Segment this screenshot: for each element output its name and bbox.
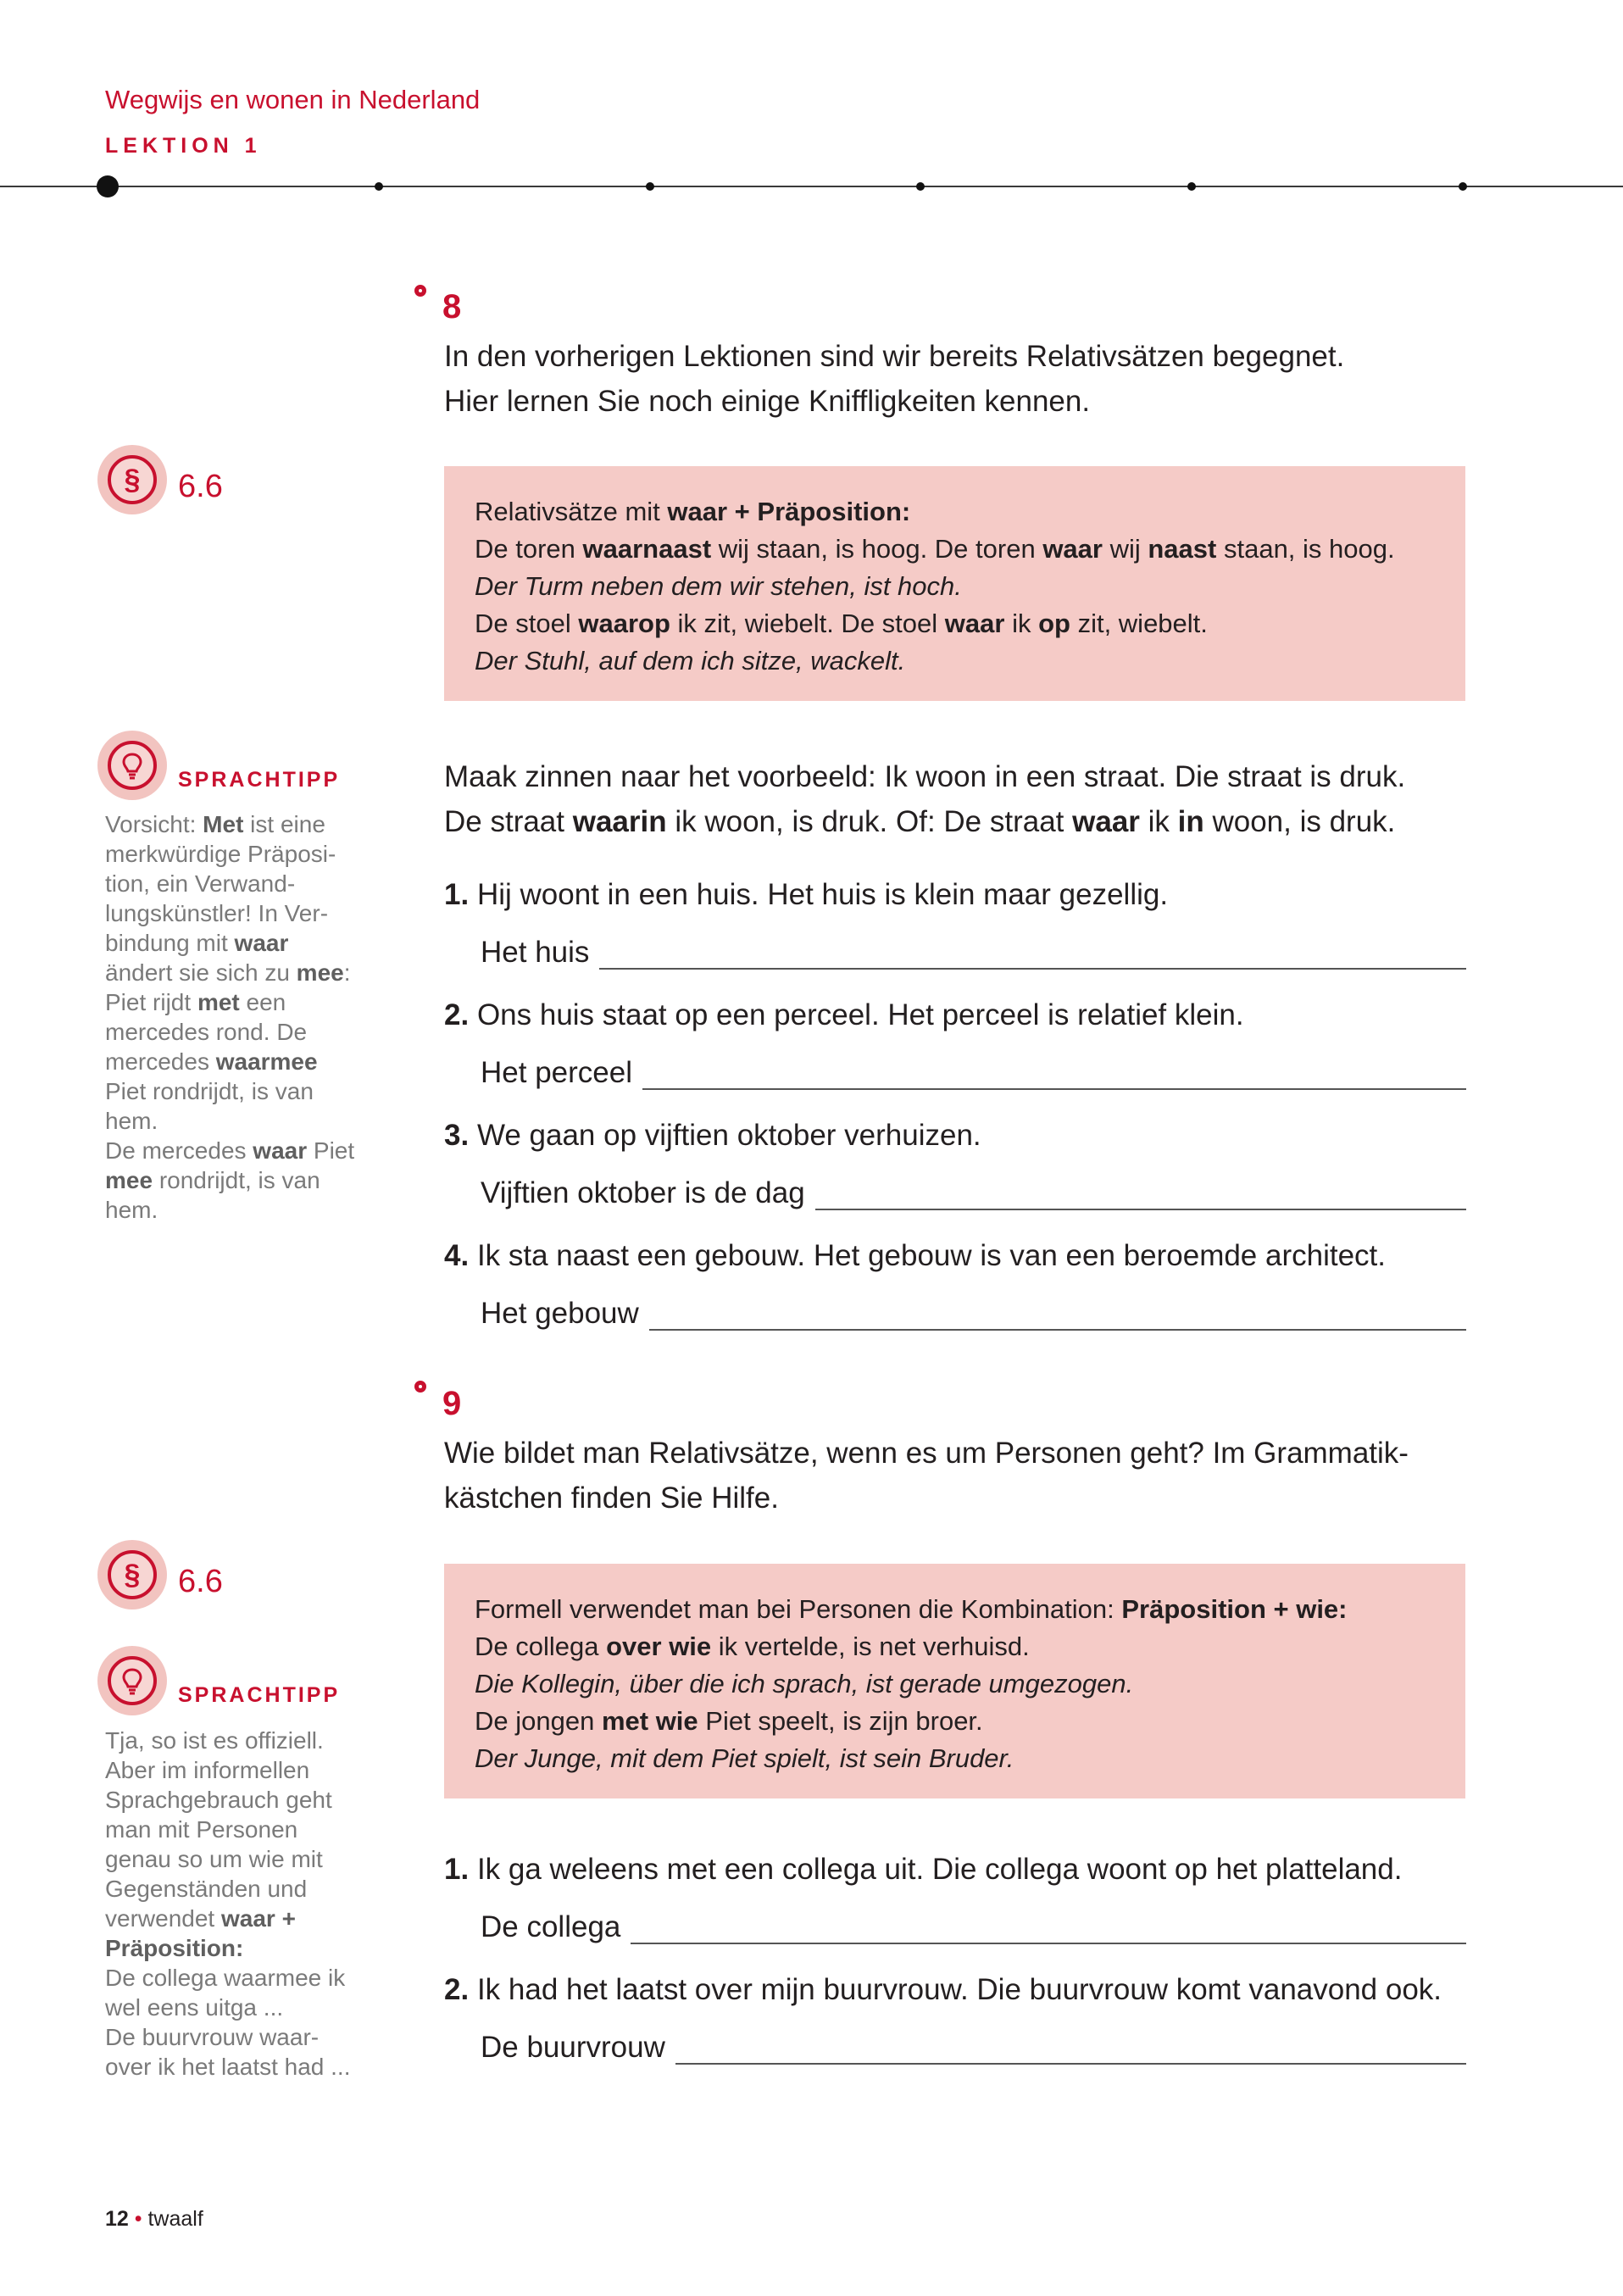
exercise-item: 4. Ik sta naast een gebouw. Het gebouw is van een beroemde architect. bbox=[444, 1239, 1387, 1272]
exercise-item: 2. Ons huis staat op een perceel. Het perceel is relatief klein. bbox=[444, 998, 1244, 1031]
answer-row: Het gebouw bbox=[481, 1297, 1466, 1331]
page-footer: 12 • twaalf bbox=[105, 2207, 203, 2231]
grammar-reference-badge bbox=[97, 1540, 167, 1609]
grammar-reference: 6.6 bbox=[178, 469, 223, 504]
lightbulb-icon bbox=[108, 1656, 157, 1705]
timeline-dot bbox=[646, 182, 654, 191]
timeline-dot bbox=[916, 182, 925, 191]
exercise-marker-icon bbox=[414, 1381, 426, 1393]
answer-line[interactable] bbox=[642, 1058, 1466, 1090]
sprachtipp-label: SPRACHTIPP bbox=[178, 768, 341, 792]
exercise-item: 2. Ik had het laatst over mijn buurvrouw. Die buurvrouw komt vanavond ook. bbox=[444, 1973, 1442, 2006]
answer-line[interactable] bbox=[631, 1912, 1466, 1944]
timeline-dot bbox=[1187, 182, 1196, 191]
exercise-instruction: Maak zinnen naar het voorbeeld: Ik woon in een straat. Die straat is druk. De straat waarin ik woon, is druk. Of: De straat waar ik in woon, is druk. bbox=[444, 760, 1406, 838]
timeline-dot bbox=[1459, 182, 1467, 191]
answer-row: Het perceel bbox=[481, 1056, 1466, 1090]
lesson-timeline bbox=[0, 186, 1623, 187]
exercise-intro: In den vorherigen Lektionen sind wir bereits Relativsätzen begegnet. Hier lernen Sie noch einige Kniffligkeiten kennen. bbox=[444, 340, 1345, 418]
answer-row: De collega bbox=[481, 1910, 1466, 1944]
answer-row: Het huis bbox=[481, 936, 1466, 970]
grammar-reference: 6.6 bbox=[178, 1564, 223, 1599]
timeline-current-dot bbox=[97, 175, 119, 197]
page-number: 12 bbox=[105, 2207, 129, 2231]
answer-line[interactable] bbox=[649, 1298, 1466, 1331]
exercise-intro: Wie bildet man Relativsätze, wenn es um Personen geht? Im Grammatik- kästchen finden Sie Hilfe. bbox=[444, 1437, 1409, 1515]
exercise-item: 1. Hij woont in een huis. Het huis is klein maar gezellig. bbox=[444, 878, 1169, 911]
grammar-reference-badge bbox=[97, 445, 167, 514]
answer-line[interactable] bbox=[599, 937, 1466, 970]
exercise-number: 8 bbox=[442, 288, 462, 325]
sprachtipp-badge bbox=[97, 731, 167, 800]
exercise-item: 3. We gaan op vijftien oktober verhuizen. bbox=[444, 1119, 981, 1152]
exercise-marker-icon bbox=[414, 285, 426, 297]
grammar-box: Relativsätze mit waar + Präposition: De toren waarnaast wij staan, is hoog. De toren waar wij naast staan, is hoog. Der Turm neben dem wir stehen, ist hoch. De stoel waarop ik zit, wiebelt. De stoel waar ik op zit, wiebelt. Der Stuhl, auf dem ich sitze, wackelt. bbox=[444, 466, 1465, 701]
answer-row: Vijftien oktober is de dag bbox=[481, 1176, 1466, 1210]
answer-line[interactable] bbox=[675, 2032, 1466, 2065]
sprachtipp-label: SPRACHTIPP bbox=[178, 1683, 341, 1707]
answer-row: De buurvrouw bbox=[481, 2031, 1466, 2065]
book-title: Wegwijs en wonen in Nederland bbox=[105, 85, 481, 114]
page-word: twaalf bbox=[147, 2207, 203, 2231]
grammar-box: Formell verwendet man bei Personen die Kombination: Präposition + wie: De collega over wie ik vertelde, is net verhuisd. Die Kollegin, über die ich sprach, ist gerade umgezogen. De jongen met wie Piet speelt, is zijn broer. Der Junge, mit dem Piet spielt, ist sein Bruder. bbox=[444, 1564, 1465, 1798]
paragraph-icon: § bbox=[108, 1550, 157, 1599]
lightbulb-icon bbox=[108, 741, 157, 790]
sprachtipp-text: Tja, so ist es offiziell. Aber im informellen Sprachgebrauch geht man mit Personen genau so um wie mit Gegenständen und verwendet waar + Präposition: De collega waarmee ik wel eens uitga ... De buurvrouw waar-over ik het laatst had ... bbox=[105, 1727, 351, 2080]
sprachtipp-badge bbox=[97, 1646, 167, 1715]
answer-line[interactable] bbox=[815, 1178, 1466, 1210]
exercise-number: 9 bbox=[442, 1385, 462, 1422]
exercise-item: 1. Ik ga weleens met een collega uit. Die collega woont op het platteland. bbox=[444, 1853, 1403, 1886]
lesson-label: LEKTION 1 bbox=[105, 134, 262, 158]
paragraph-icon: § bbox=[108, 455, 157, 504]
timeline-dot bbox=[375, 182, 383, 191]
sprachtipp-text: Vorsicht: Met ist eine merkwürdige Präposi-tion, ein Verwand-lungskünstler! In Ver-bindung mit waar ändert sie sich zu mee: Piet rijdt met een mercedes rond. De mercedes waarmee Piet rondrijdt, is van hem. De mercedes waar Piet mee rondrijdt, is van hem. bbox=[105, 811, 355, 1223]
